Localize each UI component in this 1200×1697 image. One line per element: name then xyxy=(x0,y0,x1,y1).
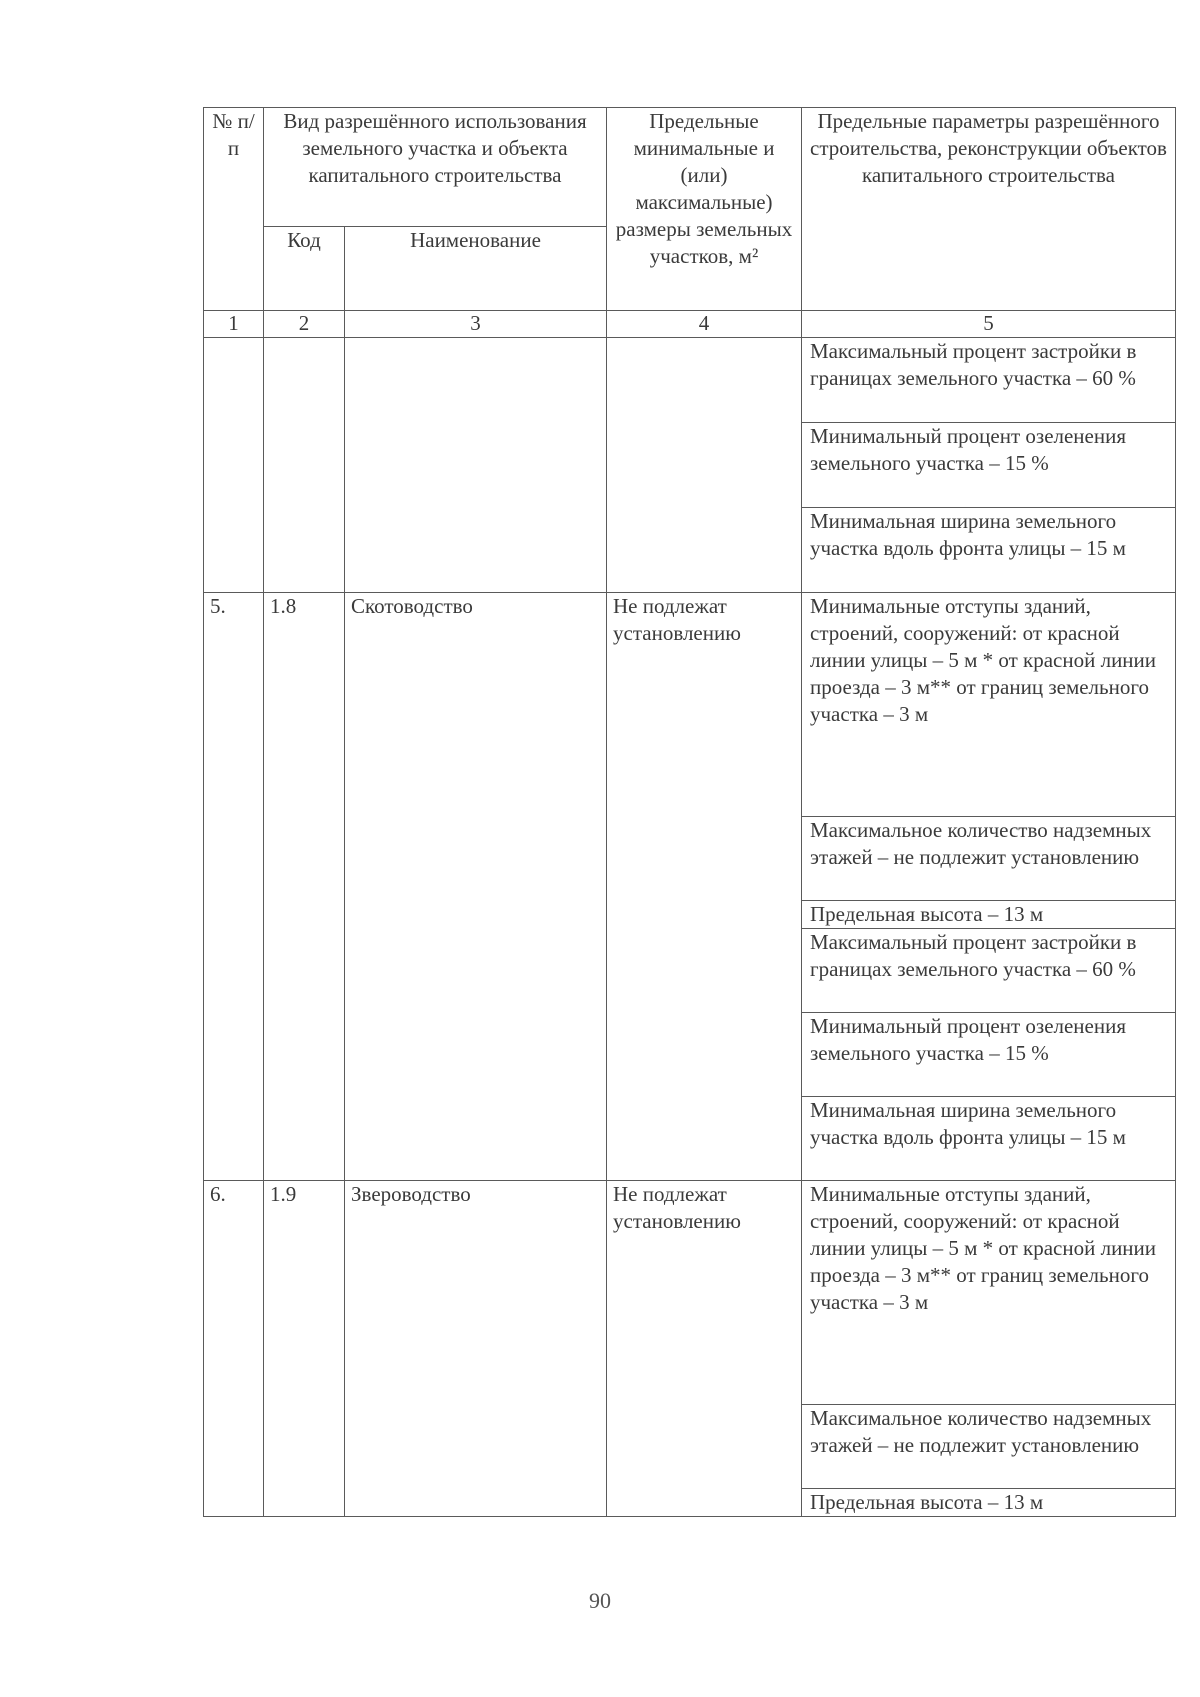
entry-number: 5. xyxy=(204,593,264,1181)
entry-code: 1.9 xyxy=(264,1181,345,1517)
header-plot-sizes: Предельные минимальные и (или) максимальные) размеры земельных участков, м² xyxy=(607,108,802,311)
column-numbers-row xyxy=(204,311,1176,338)
parameter-cell: Минимальные отступы зданий, строений, сооружений: от красной линии улицы – 5 м * от красной линии проезда – 3 м** от границ земельного участка – 3 м xyxy=(802,1181,1176,1405)
header-num: № п/п xyxy=(204,108,264,311)
parameter-cell: Максимальное количество надземных этажей – не подлежит установлению xyxy=(802,1405,1176,1489)
zoning-table xyxy=(203,107,1176,1517)
entry-number: 6. xyxy=(204,1181,264,1517)
header-code: Код xyxy=(264,227,345,311)
header-parameters: Предельные параметры разрешённого строительства, реконструкции объектов капитального строительства xyxy=(802,108,1176,311)
sizes-cell xyxy=(607,338,802,593)
parameter-cell: Максимальное количество надземных этажей – не подлежит установлению xyxy=(802,817,1176,901)
parameter-cell: Минимальная ширина земельного участка вдоль фронта улицы – 15 м xyxy=(802,508,1176,593)
parameter-cell: Минимальный процент озеленения земельного участка – 15 % xyxy=(802,1013,1176,1097)
entry-name: Звероводство xyxy=(345,1181,607,1517)
header-use-type: Вид разрешённого использования земельного участка и объекта капитального строительства xyxy=(264,108,607,227)
parameter-cell: Предельная высота – 13 м xyxy=(802,1489,1176,1517)
parameter-cell: Минимальная ширина земельного участка вдоль фронта улицы – 15 м xyxy=(802,1097,1176,1181)
table-row xyxy=(204,338,1176,423)
code-cell xyxy=(264,338,345,593)
name-cell xyxy=(345,338,607,593)
column-number: 5 xyxy=(802,311,1176,338)
table-row xyxy=(204,1181,1176,1405)
column-number: 1 xyxy=(204,311,264,338)
parameter-cell: Максимальный процент застройки в границах земельного участка – 60 % xyxy=(802,929,1176,1013)
parameter-cell: Минимальный процент озеленения земельного участка – 15 % xyxy=(802,423,1176,508)
header-name: Наименование xyxy=(345,227,607,311)
column-number: 2 xyxy=(264,311,345,338)
entry-code: 1.8 xyxy=(264,593,345,1181)
parameter-cell: Минимальные отступы зданий, строений, сооружений: от красной линии улицы – 5 м * от красной линии проезда – 3 м** от границ земельного участка – 3 м xyxy=(802,593,1176,817)
column-number: 3 xyxy=(345,311,607,338)
num-cell xyxy=(204,338,264,593)
page-number: 90 xyxy=(589,1588,611,1613)
entry-name: Скотоводство xyxy=(345,593,607,1181)
table-row xyxy=(204,593,1176,817)
entry-sizes: Не подлежат установлению xyxy=(607,593,802,1181)
column-number: 4 xyxy=(607,311,802,338)
entry-sizes: Не подлежат установлению xyxy=(607,1181,802,1517)
parameter-cell: Предельная высота – 13 м xyxy=(802,901,1176,929)
parameter-cell: Максимальный процент застройки в границах земельного участка – 60 % xyxy=(802,338,1176,423)
